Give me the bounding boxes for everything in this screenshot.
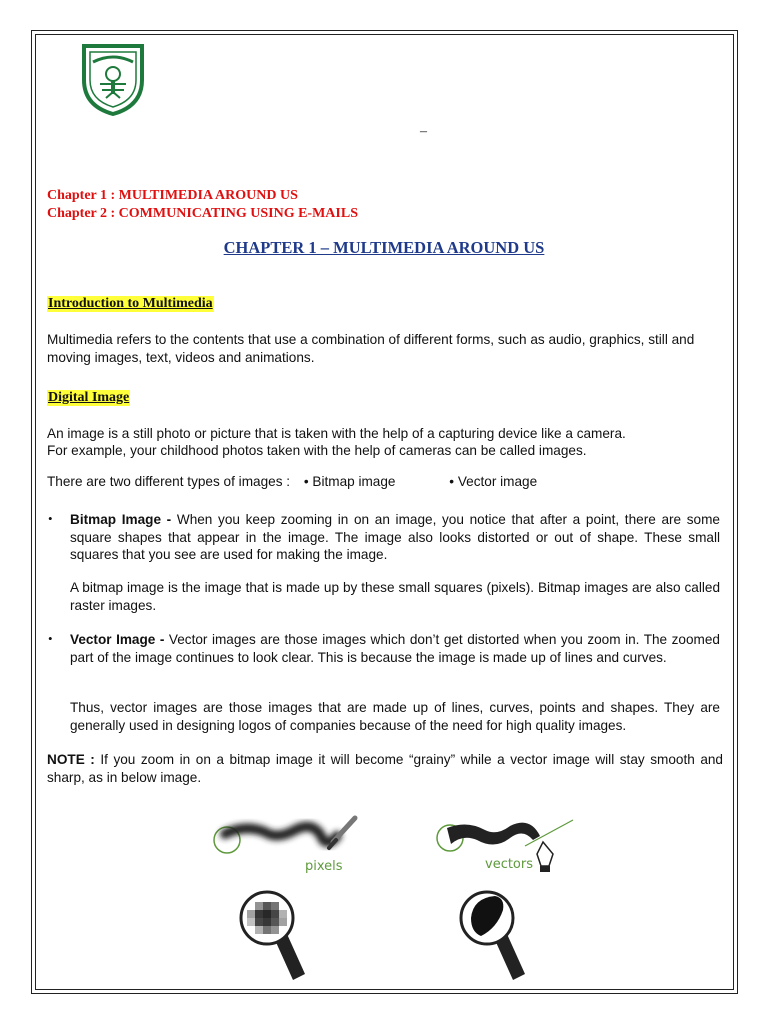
chapter-1-entry: Chapter 1 : MULTIMEDIA AROUND US — [47, 188, 298, 203]
bitmap-paragraph-2: A bitmap image is the image that is made up by these small squares (pixels). Bitmap images are also called raster images. — [70, 580, 720, 613]
digital-image-line-2: For example, your childhood photos taken with the help of cameras can be called images. — [47, 443, 587, 458]
header-dash: – — [420, 124, 427, 139]
bitmap-brush-stroke — [214, 818, 355, 853]
intro-heading: Introduction to Multimedia — [48, 296, 213, 311]
digital-image-heading: Digital Image — [48, 390, 130, 405]
bullet-vector: • — [48, 631, 53, 646]
bitmap-term: Bitmap Image - — [70, 512, 172, 527]
pixels-vs-vectors-illustration — [205, 810, 585, 985]
vector-paragraph — [70, 631, 720, 666]
intro-paragraph: Multimedia refers to the contents that use a combination of different forms, such as audio, graphics, still and moving images, text, videos and animations. — [47, 332, 695, 365]
digital-image-line-1: An image is a still photo or picture that is taken with the help of a capturing device like a camera. — [47, 426, 626, 441]
chapter-list — [47, 187, 358, 223]
bitmap-magnifier — [241, 892, 305, 980]
note-text: If you zoom in on a bitmap image it will become “grainy” while a vector image will stay smooth and sharp, as in below image. — [47, 752, 723, 785]
note-paragraph — [47, 751, 723, 786]
vector-magnifier — [461, 892, 525, 980]
vector-paragraph-2: Thus, vector images are those images that are made up of lines, curves, points and shapes. They are generally used in designing logos of companies because of the need for high quality images. — [70, 700, 720, 733]
pixels-label: pixels — [305, 859, 343, 874]
type-vector: • Vector image — [449, 474, 538, 489]
note-label: NOTE : — [47, 752, 95, 767]
chapter-2-entry: Chapter 2 : COMMUNICATING USING E-MAILS — [47, 206, 358, 221]
school-crest-logo — [78, 40, 148, 116]
bitmap-paragraph — [70, 511, 720, 564]
vector-term: Vector Image - — [70, 632, 165, 647]
bullet-bitmap: • — [48, 511, 53, 526]
vector-text: Vector images are those images which don’t get distorted when you zoom in. The zoomed part of the image continues to look clear. This is because the image is made up of lines and curves. — [70, 632, 720, 665]
image-types-lead: There are two different types of images : — [47, 474, 291, 489]
image-types-line — [47, 474, 537, 489]
type-bitmap: • Bitmap image — [303, 474, 396, 489]
page-title: CHAPTER 1 – MULTIMEDIA AROUND US — [223, 238, 545, 257]
vectors-label: vectors — [485, 857, 534, 872]
bitmap-text: When you keep zooming in on an image, you notice that after a point, there are some square shapes that appear in the image. The image also looks distorted or out of shape. These small squares that you see are used for making the image. — [70, 512, 720, 562]
